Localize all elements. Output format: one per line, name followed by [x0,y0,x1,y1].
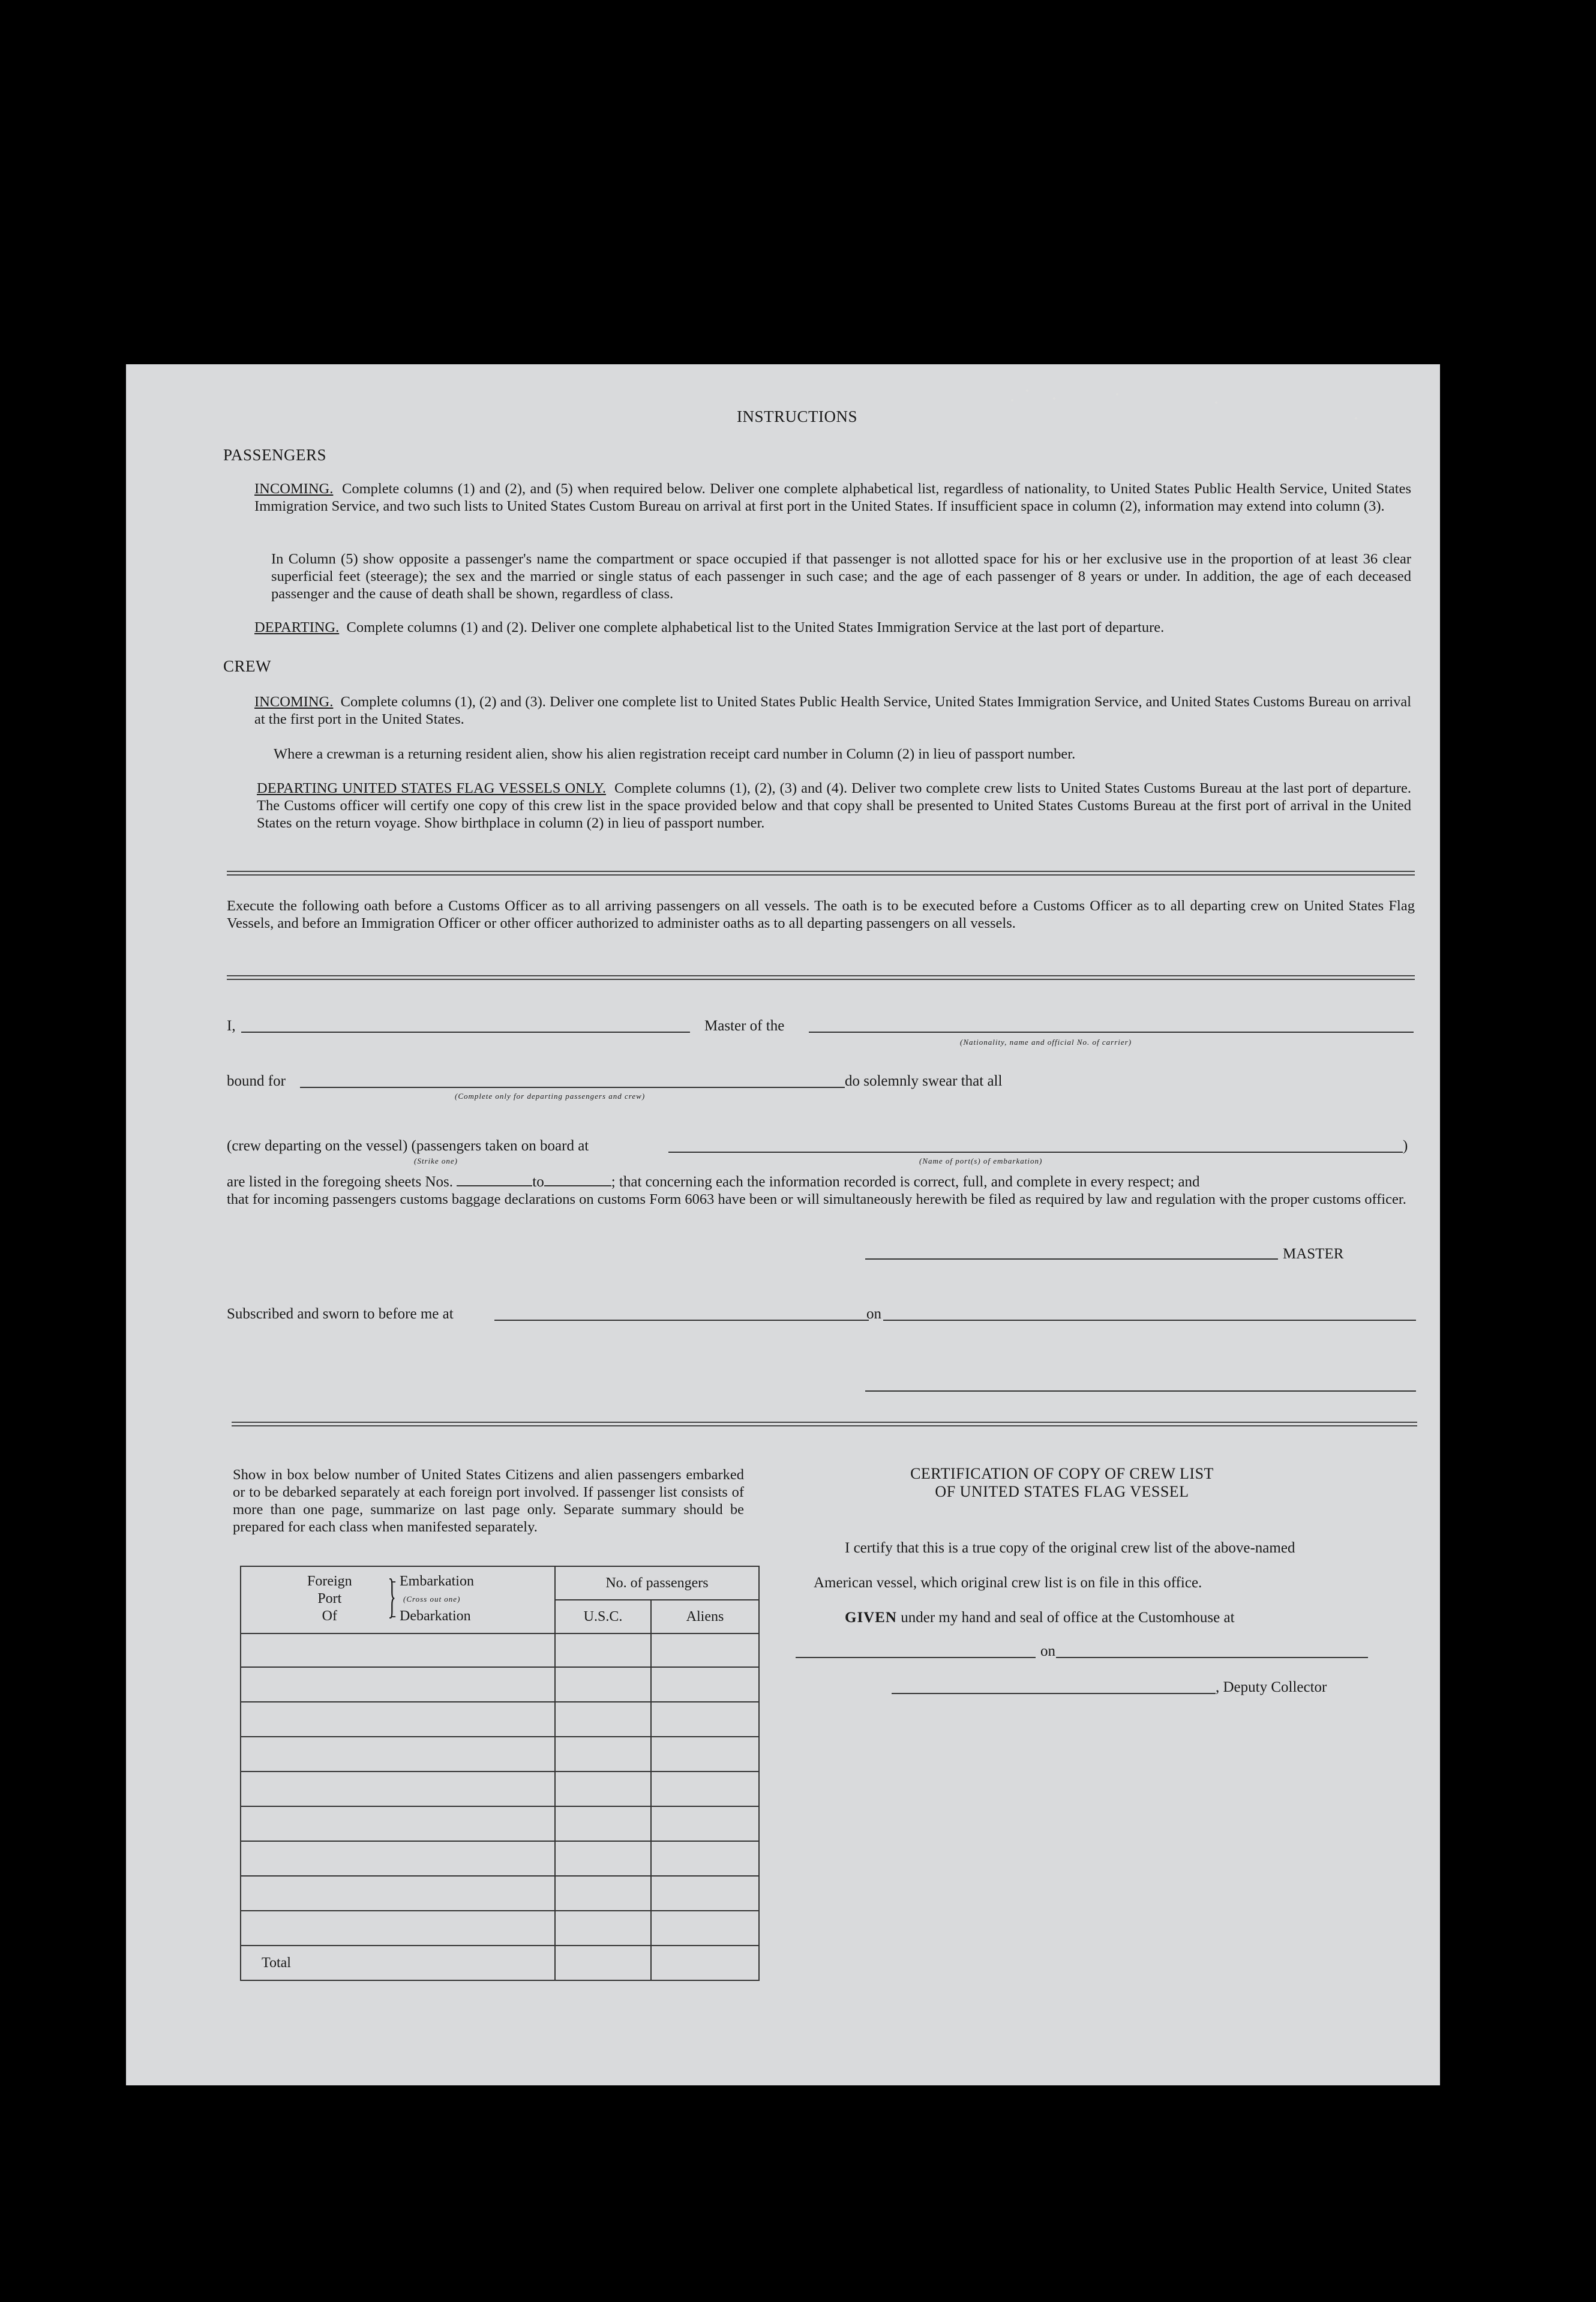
aliens-cell[interactable] [651,1772,759,1806]
incoming-label: INCOMING. [254,481,334,497]
usc-cell[interactable] [555,1772,651,1806]
flag-vessels-text: Complete columns (1), (2), (3) and (4). Deliver two complete crew lists to United States Customs Bureau at the last port of departure. The Customs officer will certify one copy of this crew list in the space provided below and that copy shall be presented to United States Customs Bureau at the first port of arrival in the United States on the return voyage. Show birthplace in column (2) in lieu of passport number. [257,780,1411,831]
aliens-header: Aliens [651,1600,759,1633]
port-cell[interactable] [241,1911,555,1946]
customhouse-field[interactable] [796,1657,1036,1658]
table-row [241,1841,759,1876]
certification-title-line2: OF UNITED STATES FLAG VESSEL [935,1483,1189,1500]
no-passengers-header: No. of passengers [555,1566,759,1600]
port-header-cell [241,1566,555,1633]
subscribed-place-field[interactable] [494,1320,869,1321]
master-name-field[interactable] [241,1032,690,1033]
usc-cell[interactable] [555,1737,651,1772]
flag-vessels-paragraph [257,780,1411,832]
usc-cell[interactable] [555,1633,651,1667]
master-label: MASTER [1283,1246,1344,1262]
aliens-cell[interactable] [651,1876,759,1911]
port-cell[interactable] [241,1841,555,1876]
certify-line-a: I certify that this is a true copy of the original crew list of the above-named [845,1540,1295,1556]
column5-paragraph: In Column (5) show opposite a passenger's name the compartment or space occupied if that passenger is not allotted space for his or her exclusive use in the proportion of at least 36 clear superficial feet (steerage); the sex and the married or single status of each passenger in such case; and the age of each passenger of 8 years or under. In addition, the age of each deceased passenger and the cause of death shall be shown, regardless of class. [271,551,1411,602]
usc-header: U.S.C. [555,1600,651,1633]
aliens-cell[interactable] [651,1806,759,1841]
table-row [241,1702,759,1737]
nationality-note: (Nationality, name and official No. of carrier) [960,1038,1132,1047]
master-of-label: Master of the [704,1018,785,1034]
officer-signature-field[interactable] [865,1390,1416,1392]
certify-line-b: American vessel, which original crew list is on file in this office. [814,1575,1202,1591]
deputy-signature-field[interactable] [892,1693,1216,1694]
table-row [241,1633,759,1667]
usc-cell[interactable] [555,1841,651,1876]
cross-out-note: (Cross out one) [403,1594,461,1603]
master-signature-field[interactable] [865,1258,1278,1260]
departing-text: Complete columns (1) and (2). Deliver one complete alphabetical list to the United States Immigration Service at the last port of departure. [346,619,1165,636]
usc-cell[interactable] [555,1806,651,1841]
usc-cell[interactable] [555,1702,651,1737]
embarkation-label[interactable]: - Embarkation [391,1573,474,1589]
table-row [241,1911,759,1946]
port-cell[interactable] [241,1806,555,1841]
flag-vessels-label: DEPARTING UNITED STATES FLAG VESSELS ONLY. [257,780,606,796]
crew-departing-text: (crew departing on the vessel) (passengers taken on board at [227,1138,589,1154]
table-row [241,1667,759,1702]
aliens-cell[interactable] [651,1737,759,1772]
usc-cell[interactable] [555,1876,651,1911]
certification-title-line1: CERTIFICATION OF COPY OF CREW LIST [910,1465,1214,1482]
crew-incoming-label: INCOMING. [254,694,334,710]
port-cell[interactable] [241,1772,555,1806]
total-label: Total [241,1946,555,1980]
aliens-cell[interactable] [651,1633,759,1667]
subscribed-date-field[interactable] [883,1320,1416,1321]
ports-note: (Name of port(s) of embarkation) [919,1156,1043,1165]
given-line [845,1609,1235,1627]
port-cell[interactable] [241,1702,555,1737]
close-paren: ) [1403,1138,1408,1154]
ports-field[interactable] [668,1152,1403,1153]
foreign-port-of [307,1573,352,1625]
listed-rest: that for incoming passengers customs baggage declarations on customs Form 6063 have been or will simultaneously herewith be filed as required by law and regulation with the proper customs officer. [227,1191,1406,1207]
divider [227,975,1415,980]
usc-total-cell[interactable] [555,1946,651,1980]
summary-table [240,1566,760,1981]
form-sheet [126,364,1440,2085]
sheets-from-field[interactable] [457,1174,532,1186]
summary-intro: Show in box below number of United States Citizens and alien passengers embarked or to be debarked separately at each foreign port involved. If passenger list consists of more than one page, summarize on last page only. Separate summary should be prepared for each class when manifested separately. [233,1467,744,1535]
strike-one-note: (Strike one) [414,1156,458,1165]
table-row [241,1806,759,1841]
port-cell[interactable] [241,1667,555,1702]
foreign-label: Foreign [307,1573,352,1589]
listed-to: to [532,1174,544,1190]
table-row [241,1737,759,1772]
port-label: Port [317,1591,342,1606]
usc-cell[interactable] [555,1911,651,1946]
table-row [241,1876,759,1911]
aliens-cell[interactable] [651,1841,759,1876]
crew-incoming-paragraph [254,693,1411,728]
passengers-departing-paragraph [254,619,1411,636]
embarkation-options [391,1573,474,1625]
bound-for-label: bound for [227,1073,286,1089]
listed-text-b: ; that concerning each the information recorded is correct, full, and complete in every respect; and [611,1174,1200,1190]
subscribed-on-label: on [866,1306,881,1322]
swear-text: do solemnly swear that all [845,1073,1003,1089]
crewman-paragraph: Where a crewman is a returning resident alien, show his alien registration receipt card number in Column (2) in lieu of passport number. [274,746,1076,762]
of-label: Of [322,1608,337,1624]
passengers-incoming-paragraph [254,480,1411,515]
given-rest: under my hand and seal of office at the Customhouse at [901,1609,1235,1626]
listed-line [227,1173,1200,1191]
bound-for-field[interactable] [300,1087,845,1088]
certification-title [810,1465,1314,1501]
aliens-cell[interactable] [651,1911,759,1946]
port-cell[interactable] [241,1876,555,1911]
oath-i-label: I, [227,1018,236,1034]
departing-label: DEPARTING. [254,619,340,636]
brace-icon: } [388,1570,396,1623]
oath-intro: Execute the following oath before a Customs Officer as to all arriving passengers on all vessels. The oath is to be executed before a Customs Officer as to all departing crew on United States Flag Vessels, and before an Immigration Officer or other officer authorized to administer oaths as to all departing passengers on all vessels. [227,898,1415,931]
listed-text-a: are listed in the foregoing sheets Nos. [227,1174,453,1190]
usc-cell[interactable] [555,1667,651,1702]
crew-incoming-text: Complete columns (1), (2) and (3). Deliver one complete list to United States Public Health Service, United States Immigration Service, and United States Customs Bureau on arrival at the first port in the United States. [254,694,1412,727]
sheets-to-field[interactable] [544,1174,611,1186]
crew-heading: CREW [223,657,271,675]
cert-date-field[interactable] [1056,1657,1368,1658]
aliens-cell[interactable] [651,1667,759,1702]
aliens-total-cell[interactable] [651,1946,759,1980]
subscribed-label: Subscribed and sworn to before me at [227,1306,454,1322]
port-cell[interactable] [241,1737,555,1772]
deputy-collector-label: , Deputy Collector [1216,1679,1327,1695]
debarkation-label[interactable]: - Debarkation [391,1608,471,1624]
vessel-field[interactable] [809,1032,1414,1033]
given-label: GIVEN [845,1609,897,1626]
divider [232,1422,1417,1426]
aliens-cell[interactable] [651,1702,759,1737]
passengers-heading: PASSENGERS [223,446,327,464]
complete-only-note: (Complete only for departing passengers and crew) [455,1092,646,1101]
table-row [241,1772,759,1806]
divider [227,871,1415,876]
total-row [241,1946,759,1980]
instructions-title: INSTRUCTIONS [737,407,858,425]
incoming-text: Complete columns (1) and (2), and (5) when required below. Deliver one complete alphabetical list, regardless of nationality, to United States Public Health Service, United States Immigration Service, and two such lists to United States Custom Bureau on arrival at first port in the United States. If insufficient space in column (2), information may extend into column (3). [254,481,1411,514]
port-cell[interactable] [241,1633,555,1667]
cert-on-label: on [1040,1643,1055,1659]
